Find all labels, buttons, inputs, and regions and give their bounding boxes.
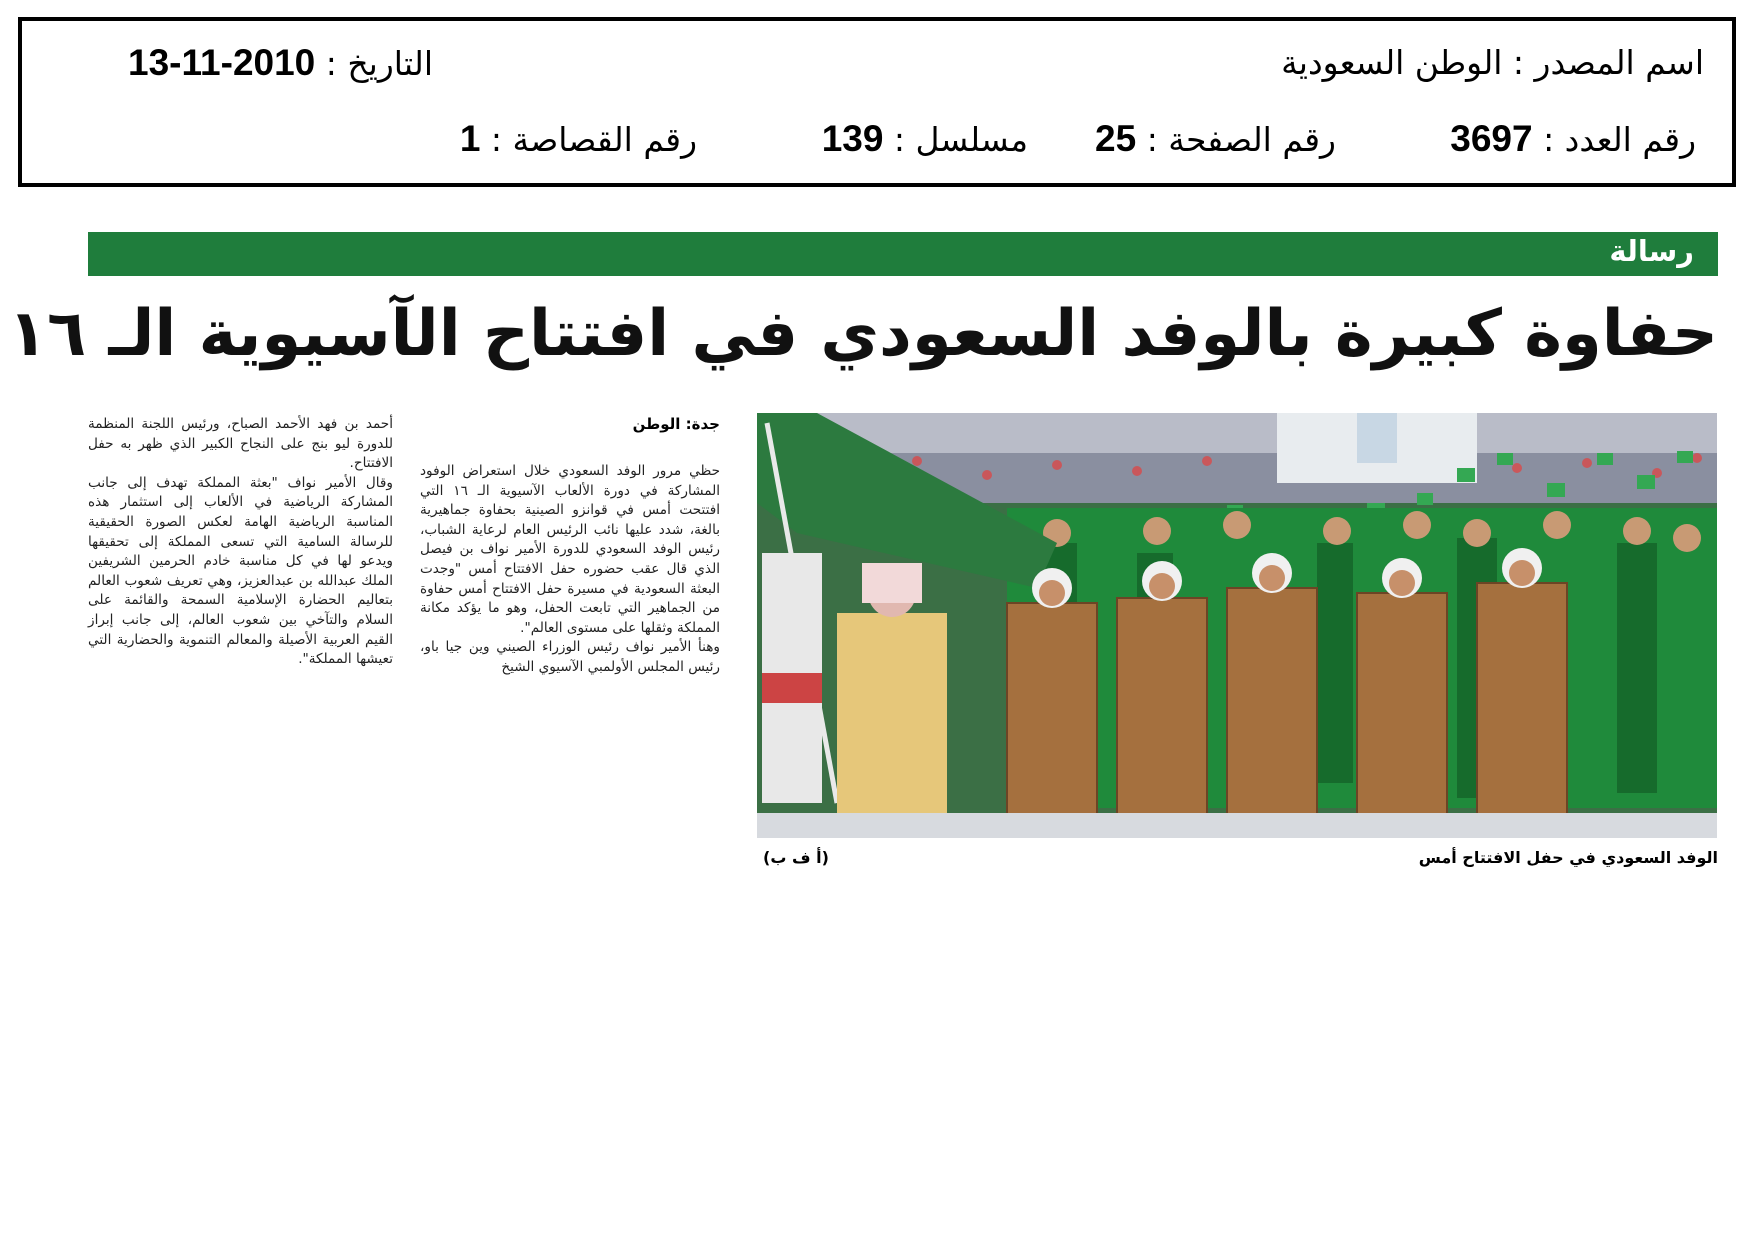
clip-date	[128, 43, 433, 84]
clipping-metadata-box	[18, 17, 1736, 187]
photo-credit: (أ ف ب)	[763, 848, 829, 867]
serial-number	[822, 119, 1028, 160]
article-headline: حفاوة كبيرة بالوفد السعودي في افتتاح الآسيوية الـ ١٦	[8, 297, 1718, 371]
photo-caption: الوفد السعودي في حفل الافتتاح أمس	[1418, 848, 1718, 867]
paragraph: أحمد بن فهد الأحمد الصباح، ورئيس اللجنة المنظمة للدورة ليو بنج على النجاح الكبير الذي ظهر به حفل الافتتاح.	[88, 416, 393, 472]
paragraph: وهنأ الأمير نواف رئيس الوزراء الصيني وين جيا باو، رئيس المجلس الأولمبي الآسيوي الشيخ	[420, 639, 720, 675]
section-label: رسالة	[1609, 234, 1694, 268]
source-name: اسم المصدر : الوطن السعودية	[1281, 43, 1704, 82]
page-label: رقم الصفحة :	[1136, 120, 1336, 159]
paragraph: حظي مرور الوفد السعودي خلال استعراض الوفود المشاركة في دورة الألعاب الآسيوية الـ ١٦ التي افتتحت أمس في قوانزو الصينية بحفاوة جماهيرية بالغة، شدد عليها نائب الرئيس العام لرعاية الشباب، رئيس الوفد السعودي للدورة الأمير نواف بن فيصل الذي قال عقب حضوره حفل الافتتاح أمس "وجدت البعثة السعودية في مسيرة حفل الافتتاح أمس حفاوة من الجماهير التي تابعت الحفل، وهو ما يؤكد مكانة المملكة وثقلها على مستوى العالم".	[420, 463, 720, 636]
date-label: التاريخ :	[315, 44, 434, 83]
article-photo	[757, 413, 1717, 838]
article-column-left	[88, 415, 393, 670]
delegation-parade-illustration	[757, 413, 1717, 838]
issue-label: رقم العدد :	[1532, 120, 1696, 159]
section-bar	[88, 232, 1718, 276]
article-column-right	[420, 462, 720, 678]
issue-number	[1450, 119, 1696, 160]
page-number	[1095, 119, 1336, 160]
clip-label: رقم القصاصة :	[480, 120, 697, 159]
serial-label: مسلسل :	[883, 120, 1028, 159]
issue-value: 3697	[1450, 118, 1533, 159]
serial-value: 139	[821, 118, 884, 159]
clip-number	[460, 119, 697, 160]
clip-value: 1	[459, 118, 481, 159]
paragraph: وقال الأمير نواف "بعثة المملكة تهدف إلى جانب المشاركة الرياضية في الألعاب إلى استثمار هذه المناسبة الرياضية الهامة لعكس الصورة الحقيقية للرسالة السامية التي تسعى المملكة إلى تحقيقها ويدعو لها في كل مناسبة خادم الحرمين الشريفين الملك عبدالله بن عبدالعزيز، وهي تعريف شعوب العالم بتعاليم الحضارة الإسلامية السمحة والقائمة على السلام والتآخي بين شعوب العالم، إلى جانب إبراز القيم العربية الأصيلة والمعالم التنموية والحضارية التي تعيشها المملكة".	[88, 474, 393, 668]
page-value: 25	[1095, 118, 1137, 159]
article-byline: جدة: الوطن	[632, 415, 720, 433]
date-value: 2010-11-13	[128, 42, 316, 83]
